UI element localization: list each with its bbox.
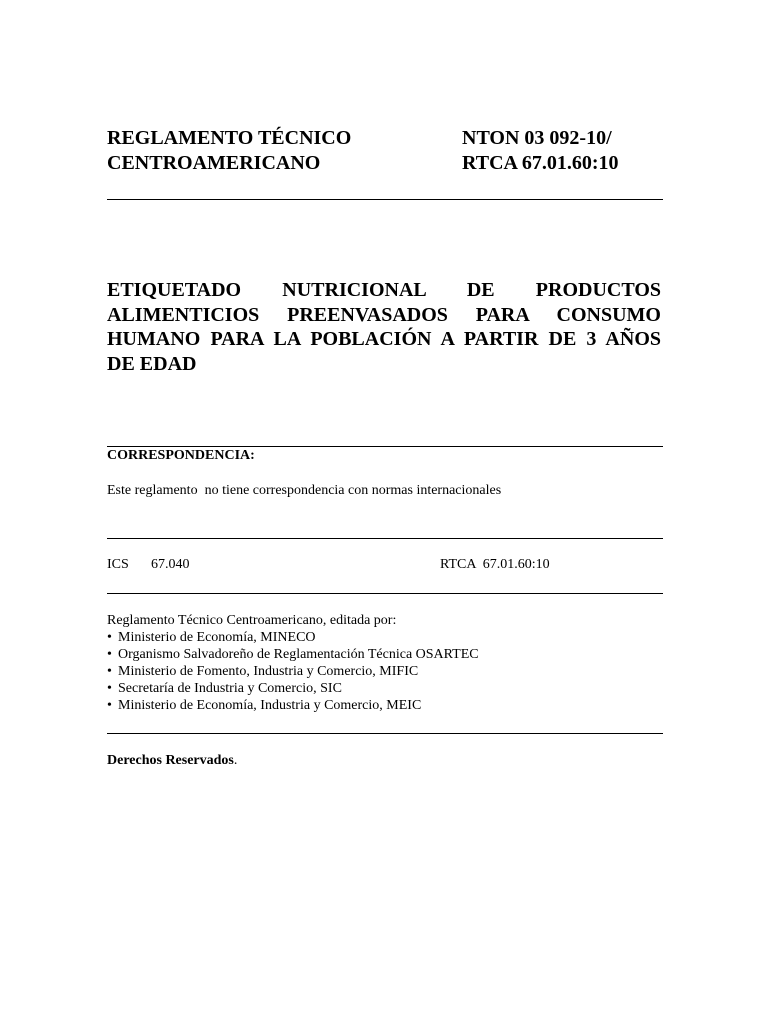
editor-item [107, 646, 479, 663]
rights-suffix: . [233, 753, 238, 768]
editor-list [107, 629, 479, 714]
editors-divider [107, 733, 663, 734]
edited-by-intro: Reglamento Técnico Centroamericano, editada por: [107, 613, 397, 628]
regulation-code-heading [462, 126, 619, 176]
regulation-type-line2: CENTROAMERICANO [107, 152, 321, 174]
editor-name: Ministerio de Economía, MINECO [118, 630, 316, 645]
correspondence-text: Este reglamento no tiene correspondencia con normas internacionales [107, 483, 502, 498]
regulation-type-line1: REGLAMENTO TÉCNICO [107, 127, 352, 149]
editor-item [107, 663, 479, 680]
title-line1: ETIQUETADO NUTRICIONAL DE PRODUCTOS [107, 279, 661, 301]
bullet-icon: • [107, 698, 112, 713]
editor-item [107, 629, 479, 646]
editor-name: Secretaría de Industria y Comercio, SIC [118, 681, 342, 696]
editor-item [107, 697, 479, 714]
bullet-icon: • [107, 681, 112, 696]
title-line2: ALIMENTICIOS PREENVASADOS PARA CONSUMO [107, 303, 661, 326]
correspondence-heading: CORRESPONDENCIA: [107, 448, 255, 463]
regulation-type-heading [107, 126, 351, 176]
title-line3: HUMANO PARA LA POBLACIÓN A PARTIR DE 3 AÑOS [107, 328, 661, 350]
rtca-code: RTCA 67.01.60:10 [440, 557, 550, 572]
bullet-icon: • [107, 664, 112, 679]
header-divider [107, 199, 663, 200]
editor-name: Ministerio de Fomento, Industria y Comercio, MIFIC [118, 664, 419, 679]
ics-code: 67.040 [151, 557, 190, 572]
bullet-icon: • [107, 630, 112, 645]
ics-label: ICS [107, 557, 129, 572]
regulation-code-line1: NTON 03 092-10/ [462, 127, 612, 149]
editor-name: Organismo Salvadoreño de Reglamentación Técnica OSARTEC [118, 647, 479, 662]
document-title [107, 278, 661, 376]
regulation-code-line2: RTCA 67.01.60:10 [462, 152, 619, 174]
title-line4: DE EDAD [107, 352, 197, 375]
correspondence-bottom-divider [107, 538, 663, 539]
rights-statement [107, 752, 237, 769]
classification-divider [107, 593, 663, 594]
bullet-icon: • [107, 647, 112, 662]
editor-item [107, 680, 479, 697]
rights-label: Derechos Reservados [107, 753, 234, 768]
editor-name: Ministerio de Economía, Industria y Comercio, MEIC [118, 698, 422, 713]
